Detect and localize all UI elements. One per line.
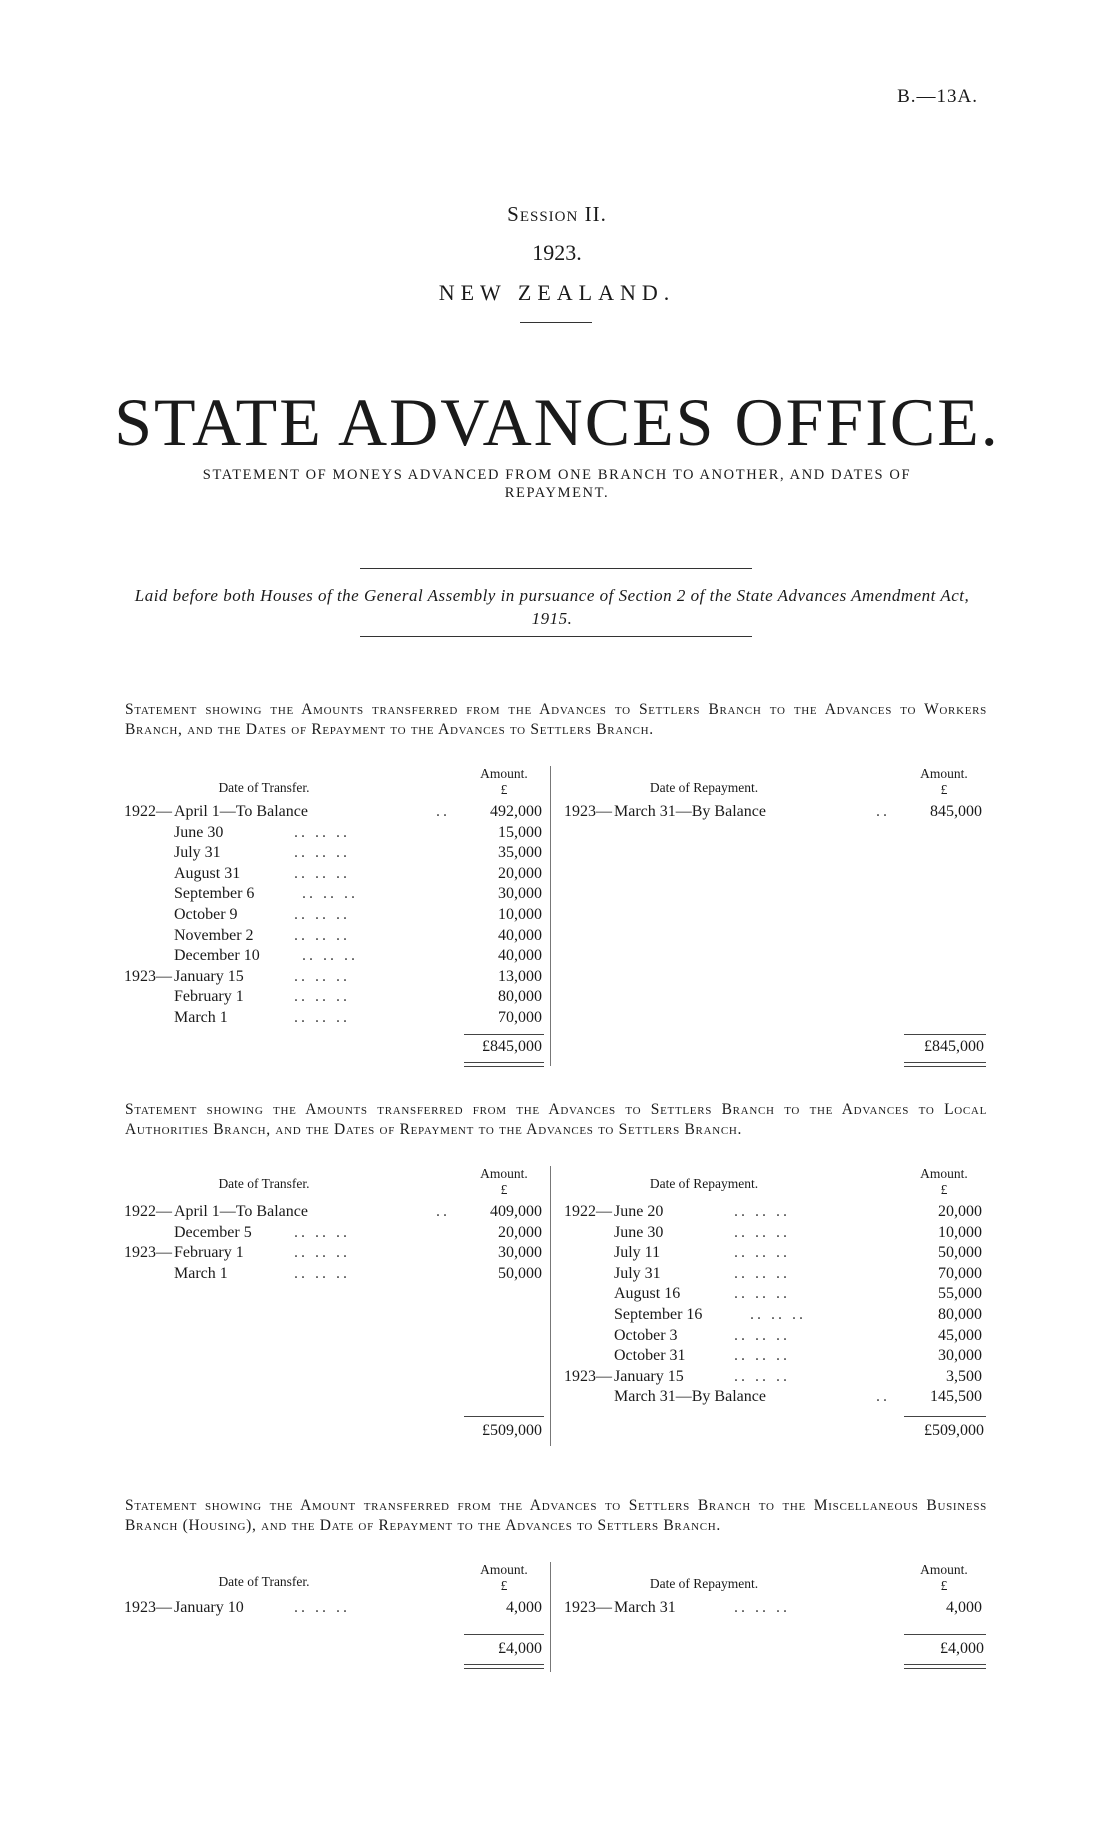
total-double-rule <box>464 1062 544 1067</box>
row-date: June 30 <box>614 1223 664 1241</box>
leader-dots: .. <box>876 1388 890 1406</box>
row-amount: 30,000 <box>498 1244 542 1262</box>
year-label: 1923. <box>532 240 582 265</box>
row-amount: 3,500 <box>946 1367 982 1385</box>
leader-dots: .. .. .. <box>294 1244 350 1262</box>
row-amount: 30,000 <box>938 1347 982 1365</box>
row-amount: 50,000 <box>498 1264 542 1282</box>
leader-dots: .. .. .. <box>734 1223 790 1241</box>
statement-1-table <box>124 766 988 1076</box>
leader-dots: .. .. .. <box>294 1223 350 1241</box>
row-date: September 6 <box>174 885 255 903</box>
row-date: August 31 <box>174 864 241 882</box>
row-amount: 45,000 <box>938 1326 982 1344</box>
row-amount: 10,000 <box>938 1223 982 1241</box>
row-amount: 20,000 <box>498 1223 542 1241</box>
row-date: March 1 <box>174 1009 228 1026</box>
subtotal-rule <box>464 1634 544 1635</box>
leader-dots: .. .. .. <box>750 1306 806 1323</box>
transfer-date-header: Date of Transfer. <box>218 1176 310 1191</box>
row-year: 1923— <box>564 1367 612 1385</box>
row-year: 1923— <box>564 1599 612 1616</box>
row-date: June 20 <box>614 1203 664 1220</box>
repayment-date-header: Date of Repayment. <box>649 1576 759 1591</box>
row-amount: 35,000 <box>498 844 542 862</box>
leader-dots: .. .. .. <box>294 967 350 985</box>
statement-2-transfer-total: £509,000 <box>482 1422 542 1439</box>
row-amount: 40,000 <box>498 926 542 944</box>
row-date: July 11 <box>614 1244 661 1262</box>
row-date: February 1 <box>174 1244 244 1262</box>
column-divider <box>550 1166 551 1446</box>
row-date: March 1 <box>174 1264 228 1282</box>
leader-dots: .. .. .. <box>734 1244 790 1262</box>
row-year: 1922— <box>124 803 172 820</box>
document-reference: B.—13A. <box>897 86 978 107</box>
row-date: January 15 <box>174 967 244 985</box>
row-date: April 1—To Balance <box>174 803 308 820</box>
leader-dots: .. .. .. <box>302 947 358 965</box>
row-date: December 10 <box>174 947 260 965</box>
column-divider <box>550 766 551 1066</box>
row-amount: 50,000 <box>938 1244 982 1262</box>
row-amount: 145,500 <box>930 1388 982 1406</box>
row-amount: 20,000 <box>498 864 542 882</box>
row-amount: 30,000 <box>498 885 542 903</box>
statement-3-transfer-total: £4,000 <box>498 1640 542 1657</box>
leader-dots: .. .. .. <box>294 823 350 841</box>
row-amount: 13,000 <box>498 967 542 985</box>
row-year: 1923— <box>124 967 172 985</box>
transfer-date-header: Date of Transfer. <box>218 1574 310 1589</box>
row-date: March 31—By Balance <box>614 803 766 820</box>
transfer-amount-header: Amount. £ <box>480 1562 528 1593</box>
row-date: October 3 <box>614 1326 678 1344</box>
row-date: June 30 <box>174 823 224 841</box>
subtotal-rule <box>904 1416 986 1417</box>
leader-dots: .. .. .. <box>294 906 350 923</box>
subtotal-rule <box>904 1634 986 1635</box>
repayment-amount-header: Amount. £ <box>920 1562 968 1593</box>
row-amount: 4,000 <box>946 1599 982 1616</box>
row-date: October 31 <box>614 1347 686 1365</box>
country-label: NEW ZEALAND. <box>438 280 676 305</box>
statement-2-heading: Statement showing the Amounts transferred from the Advances to Settlers Branch to the Advances to Local Authorities Branch, and the Dates of Repayment to the Advances to Settlers Branch. <box>125 1101 987 1138</box>
row-date: July 31 <box>174 844 221 862</box>
subtotal-rule <box>904 1034 986 1035</box>
statement-3-repayment-total: £4,000 <box>940 1640 984 1657</box>
total-double-rule <box>464 1664 544 1669</box>
row-date: January 15 <box>614 1367 684 1385</box>
statement-1-repayment-total: £845,000 <box>924 1038 984 1055</box>
leader-dots: .. .. .. <box>294 844 350 862</box>
row-date: March 31 <box>614 1599 676 1616</box>
leader-dots: .. .. .. <box>734 1367 790 1385</box>
leader-dots: .. .. .. <box>302 885 358 903</box>
laid-before-note: Laid before both Houses of the General Assembly in pursuance of Section 2 of the State Advances Amendment Act, 1915. <box>134 586 970 628</box>
row-year: 1922— <box>124 1203 172 1220</box>
leader-dots: .. .. .. <box>734 1264 790 1282</box>
row-year: 1922— <box>564 1203 612 1220</box>
row-date: November 2 <box>174 926 254 944</box>
row-date: February 1 <box>174 988 244 1006</box>
subtotal-rule <box>464 1034 544 1035</box>
row-amount: 40,000 <box>498 947 542 965</box>
row-date: January 10 <box>174 1599 244 1616</box>
statement-3-heading: Statement showing the Amount transferred from the Advances to Settlers Branch to the Miscellaneous Business Branch (Housing), and the Date of Repayment to the Advances to Settlers Branch. <box>125 1497 987 1534</box>
row-amount: 70,000 <box>498 1009 542 1026</box>
statement-1-heading: Statement showing the Amounts transferred from the Advances to Settlers Branch to the Advances to Workers Branch, and the Dates of Repayment to the Advances to Settlers Branch. <box>125 701 987 738</box>
row-year: 1923— <box>564 803 612 820</box>
row-date: October 9 <box>174 906 238 923</box>
row-amount: 15,000 <box>498 823 542 841</box>
leader-dots: .. .. .. <box>294 864 350 882</box>
row-date: August 16 <box>614 1285 681 1303</box>
leader-dots: .. .. .. <box>294 988 350 1006</box>
leader-dots: .. .. .. <box>734 1203 790 1220</box>
row-amount: 80,000 <box>498 988 542 1006</box>
row-amount: 55,000 <box>938 1285 982 1303</box>
statement-2-table <box>124 1166 988 1456</box>
leader-dots: .. .. .. <box>734 1285 790 1303</box>
leader-dots: .. .. .. <box>294 926 350 944</box>
row-date: April 1—To Balance <box>174 1203 308 1220</box>
row-amount: 70,000 <box>938 1264 982 1282</box>
statement-1-transfer-total: £845,000 <box>482 1038 542 1055</box>
header-divider <box>520 322 592 323</box>
row-amount: 845,000 <box>930 803 982 820</box>
row-amount: 409,000 <box>490 1203 542 1220</box>
row-date: July 31 <box>614 1264 661 1282</box>
repayment-amount-header: Amount. £ <box>920 1166 968 1197</box>
row-date: December 5 <box>174 1223 252 1241</box>
leader-dots: .. .. .. <box>734 1599 790 1616</box>
row-amount: 492,000 <box>490 803 542 820</box>
row-amount: 10,000 <box>498 906 542 923</box>
transfer-amount-header: Amount. £ <box>480 1166 528 1197</box>
leader-dots: .. <box>436 1203 450 1220</box>
statement-3-table <box>124 1562 988 1682</box>
total-double-rule <box>904 1062 986 1067</box>
subtotal-rule <box>464 1416 544 1417</box>
row-year: 1923— <box>124 1244 172 1262</box>
column-divider <box>550 1562 551 1672</box>
leader-dots: .. .. .. <box>734 1347 790 1365</box>
row-date: March 31—By Balance <box>614 1388 766 1406</box>
laid-divider-top <box>360 568 752 569</box>
repayment-amount-header: Amount. £ <box>920 766 968 797</box>
laid-divider-bottom <box>360 636 752 637</box>
document-subtitle: STATEMENT OF MONEYS ADVANCED FROM ONE BRANCH TO ANOTHER, AND DATES OF REPAYMENT. <box>202 467 912 501</box>
leader-dots: .. <box>436 803 450 820</box>
row-amount: 4,000 <box>506 1599 542 1616</box>
session-label: Session II. <box>507 202 607 226</box>
transfer-amount-header: Amount. £ <box>480 766 528 797</box>
repayment-date-header: Date of Repayment. <box>649 1176 759 1191</box>
row-date: September 16 <box>614 1306 703 1323</box>
repayment-date-header: Date of Repayment. <box>649 780 759 795</box>
document-title: STATE ADVANCES OFFICE. <box>114 384 1000 460</box>
leader-dots: .. .. .. <box>294 1599 350 1616</box>
leader-dots: .. .. .. <box>294 1009 350 1026</box>
total-double-rule <box>904 1664 986 1669</box>
leader-dots: .. .. .. <box>294 1264 350 1282</box>
statement-2-repayment-total: £509,000 <box>924 1422 984 1439</box>
leader-dots: .. .. .. <box>734 1326 790 1344</box>
row-amount: 20,000 <box>938 1203 982 1220</box>
row-amount: 80,000 <box>938 1306 982 1323</box>
row-year: 1923— <box>124 1599 172 1616</box>
transfer-date-header: Date of Transfer. <box>218 780 310 795</box>
leader-dots: .. <box>876 803 890 820</box>
